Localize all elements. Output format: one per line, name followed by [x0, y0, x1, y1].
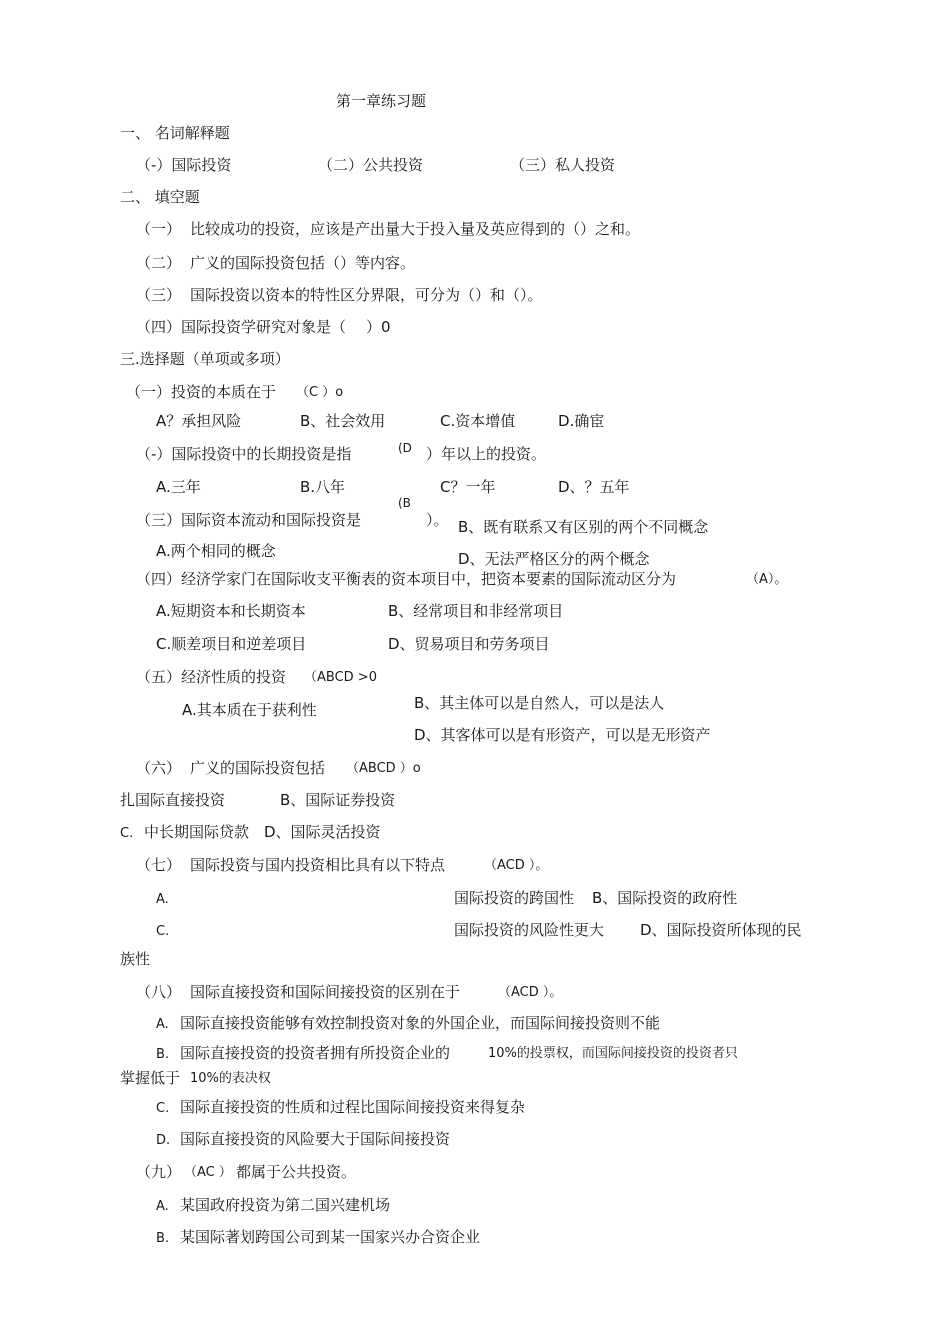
- answer: （ABCD ）o: [346, 761, 421, 776]
- option: D、？五年: [558, 478, 630, 496]
- question-text: 广义的国际投资包括: [190, 759, 326, 777]
- option-letter: A.: [156, 1199, 169, 1214]
- option: 国际直接投资能够有效控制投资对象的外国企业，而国际间接投资则不能: [180, 1014, 661, 1032]
- option: D.确宦: [558, 412, 605, 430]
- option: A？承担风险: [156, 412, 242, 430]
- question-text: 国际直接投资和国际间接投资的区别在于: [190, 983, 461, 1001]
- question-text: 国际投资以资本的特性区分界限，可分为（）和（）。: [190, 286, 543, 304]
- answer: (D: [398, 441, 412, 455]
- question-text: （三）国际资本流动和国际投资是: [136, 511, 362, 529]
- option: 某国际著划跨国公司到某一国家兴办合资企业: [180, 1228, 481, 1246]
- option-letter: C.: [156, 924, 170, 939]
- question-text: 广义的国际投资包括（）等内容。: [190, 254, 416, 272]
- page-title: 第一章练习题: [336, 92, 427, 110]
- option: C.资本增值: [440, 412, 516, 430]
- question-number: （七）: [136, 856, 182, 874]
- question-text: （四）国际投资学研究对象是（: [136, 318, 347, 336]
- option: B、经常项目和非经常项目: [388, 602, 564, 620]
- section-heading: 一、 名词解释题: [120, 124, 230, 142]
- option: 扎国际直接投资: [120, 791, 226, 809]
- option: 国际投资的跨国性: [454, 889, 575, 907]
- term-item: （-）国际投资: [136, 156, 232, 174]
- term-item: （二）公共投资: [318, 156, 424, 174]
- option-continuation: 族性: [120, 950, 151, 968]
- option: B、国际证券投资: [280, 791, 396, 809]
- question-text: 都属于公共投资。: [236, 1163, 357, 1181]
- option: D、其客体可以是有形资产，可以是无形资产: [414, 726, 711, 744]
- question-number: （六）: [136, 759, 182, 777]
- option: A.短期资本和长期资本: [156, 602, 306, 620]
- question-tail: ）。: [426, 511, 449, 529]
- question-text: （五）经济性质的投资: [136, 668, 287, 686]
- option: A.三年: [156, 478, 201, 496]
- option: A.其本质在于获利性: [182, 701, 317, 719]
- option: 国际直接投资的风险要大于国际间接投资: [180, 1130, 451, 1148]
- option: D、无法严格区分的两个概念: [458, 550, 650, 568]
- answer: （ACD ）。: [484, 858, 549, 873]
- option: B、既有联系又有区别的两个不同概念: [458, 518, 709, 536]
- answer: （AC ）: [184, 1165, 232, 1180]
- option: 国际直接投资的投资者拥有所投资企业的: [180, 1044, 451, 1062]
- question-text: （四）经济学家门在国际收支平衡表的资本项目中，把资本要素的国际流动区分为: [136, 570, 677, 588]
- option: 国际投资的风险性更大: [454, 921, 605, 939]
- question-tail: ）年以上的投资。: [426, 445, 547, 463]
- option-letter: D.: [156, 1133, 171, 1148]
- option: B、社会效用: [300, 412, 386, 430]
- answer-blank: ）0: [366, 318, 391, 336]
- option: D、国际灵活投资: [264, 823, 381, 841]
- question-text: 国际投资与国内投资相比具有以下特点: [190, 856, 446, 874]
- option: C.顺差项目和逆差项目: [156, 635, 307, 653]
- question-text: 比较成功的投资，应该是产出量大于投入量及英应得到的（）之和。: [190, 220, 641, 238]
- question-text: （-）国际投资中的长期投资是指: [136, 445, 352, 463]
- option: A.两个相同的概念: [156, 542, 276, 560]
- option-letter: B.: [156, 1047, 170, 1062]
- answer: （C ）o: [296, 385, 344, 400]
- question-number: （一）: [136, 220, 182, 238]
- option-letter: A.: [156, 892, 169, 907]
- option: B、其主体可以是自然人，可以是法人: [414, 694, 665, 712]
- option: C？一年: [440, 478, 496, 496]
- section-heading: 二、 填空题: [120, 188, 200, 206]
- question-number: （九）: [136, 1163, 182, 1181]
- option-letter: A.: [156, 1017, 169, 1032]
- option-letter: C.: [156, 1101, 170, 1116]
- option: B、国际投资的政府性: [592, 889, 738, 907]
- option-letter: C.: [120, 826, 134, 841]
- answer: (B: [398, 496, 411, 510]
- question-number: （三）: [136, 286, 182, 304]
- question-number: （二）: [136, 254, 182, 272]
- option: 10%的投票权，而国际间接投资的投资者只: [488, 1046, 738, 1061]
- question-text: （一）投资的本质在于: [126, 383, 277, 401]
- term-item: （三）私人投资: [510, 156, 616, 174]
- option: D、国际投资所体现的民: [640, 921, 802, 939]
- answer: （A）。: [746, 572, 788, 587]
- answer: （ABCD >0: [304, 670, 377, 685]
- option: B.八年: [300, 478, 346, 496]
- question-number: （八）: [136, 983, 182, 1001]
- option: D、贸易项目和劳务项目: [388, 635, 550, 653]
- answer: （ACD ）。: [498, 985, 563, 1000]
- option: 中长期国际贷款: [144, 823, 250, 841]
- option-continuation: 10%的表决权: [190, 1071, 271, 1086]
- option: 国际直接投资的性质和过程比国际间接投资来得复杂: [180, 1098, 526, 1116]
- option: 某国政府投资为第二国兴建机场: [180, 1196, 391, 1214]
- option-letter: B.: [156, 1231, 170, 1246]
- section-heading: 三.选择题（单项或多项）: [120, 350, 290, 368]
- option-continuation: 掌握低于: [120, 1069, 181, 1087]
